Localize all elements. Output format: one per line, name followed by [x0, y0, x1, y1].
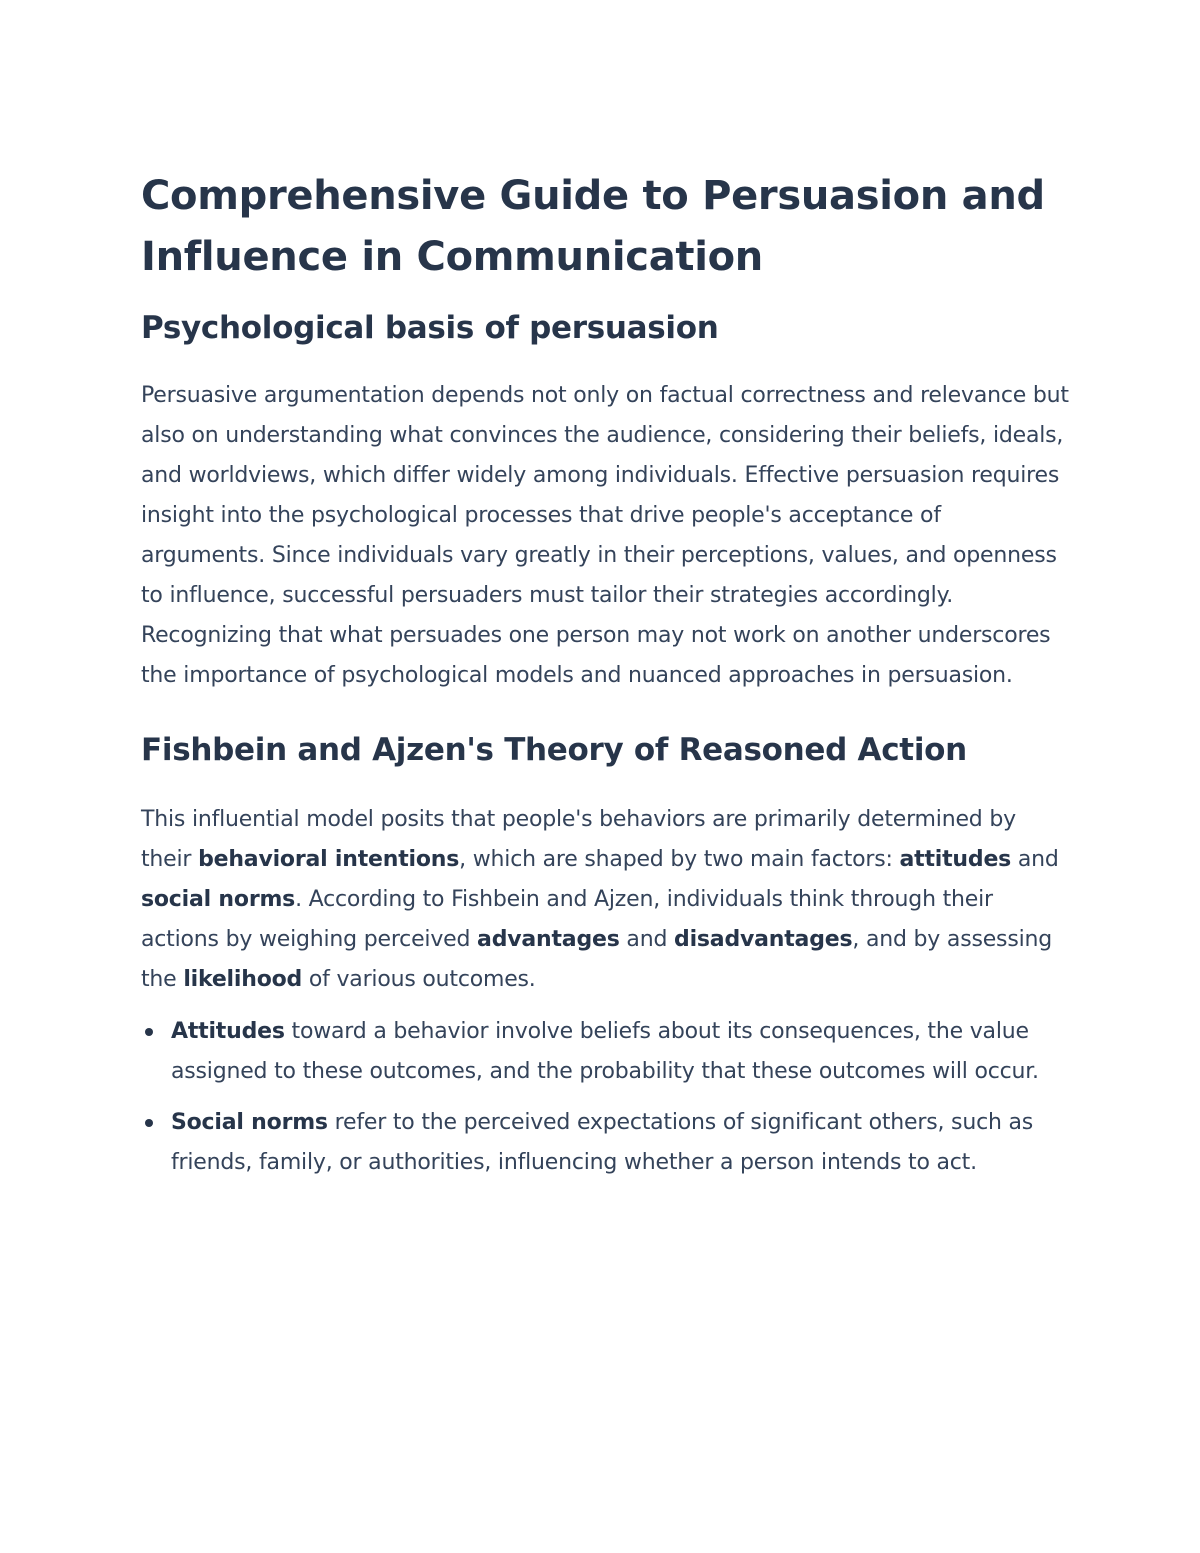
list-item-text: refer to the perceived expectations of significant others, such as friends, family, or authorities, influencing whether a person intends to act.: [171, 1110, 1034, 1175]
text-run: and: [1011, 847, 1059, 872]
text-run: of various outcomes.: [302, 967, 536, 992]
text-run: This influential model posits that people's behaviors are primarily determined by their: [141, 807, 1016, 872]
section-heading-psychological-basis: Psychological basis of persuasion: [141, 310, 719, 346]
bold-term-behavioral-intentions: behavioral intentions: [198, 847, 460, 872]
bold-term-likelihood: likelihood: [183, 967, 303, 992]
list-item-attitudes: [141, 1012, 1071, 1092]
section-heading-theory-of-reasoned-action: Fishbein and Ajzen's Theory of Reasoned Action: [141, 732, 967, 768]
document-title: Comprehensive Guide to Persuasion and Influence in Communication: [141, 173, 1045, 280]
bullet-icon: [145, 1028, 153, 1036]
section-paragraph-psychological-basis: Persuasive argumentation depends not only on factual correctness and relevance but also on understanding what convinces the audience, considering their beliefs, ideals, and worldviews, which differ widely among individuals. Effective persuasion requires insight into the psychological processes that drive people's acceptance of arguments. Since individuals vary greatly in their perceptions, values, and openness to influence, successful persuaders must tailor their strategies accordingly. Recognizing that what persuades one person may not work on another underscores the importance of psychological models and nuanced approaches in persuasion.: [141, 383, 1069, 688]
bold-term-disadvantages: disadvantages: [674, 927, 853, 952]
text-run: , which are shaped by two main factors:: [459, 847, 900, 872]
bold-term-attitudes: attitudes: [899, 847, 1012, 872]
document-page: [141, 166, 1071, 1183]
list-item-social-norms: [141, 1103, 1071, 1183]
text-run: , and by assessing the: [141, 927, 1053, 992]
list-item-bold: Attitudes: [171, 1019, 285, 1044]
bullet-icon: [145, 1119, 153, 1127]
bullet-list: [141, 1012, 1071, 1183]
text-run: and: [619, 927, 675, 952]
text-run: . According to Fishbein and Ajzen, individuals think through their actions by weighing perceived: [141, 887, 993, 952]
bold-term-advantages: advantages: [477, 927, 620, 952]
bold-term-social-norms: social norms: [141, 887, 296, 912]
section-paragraph-theory-intro: [141, 800, 1071, 1000]
list-item-text: toward a behavior involve beliefs about its consequences, the value assigned to these outcomes, and the probability that these outcomes will occur.: [171, 1019, 1039, 1084]
list-item-bold: Social norms: [171, 1110, 328, 1135]
